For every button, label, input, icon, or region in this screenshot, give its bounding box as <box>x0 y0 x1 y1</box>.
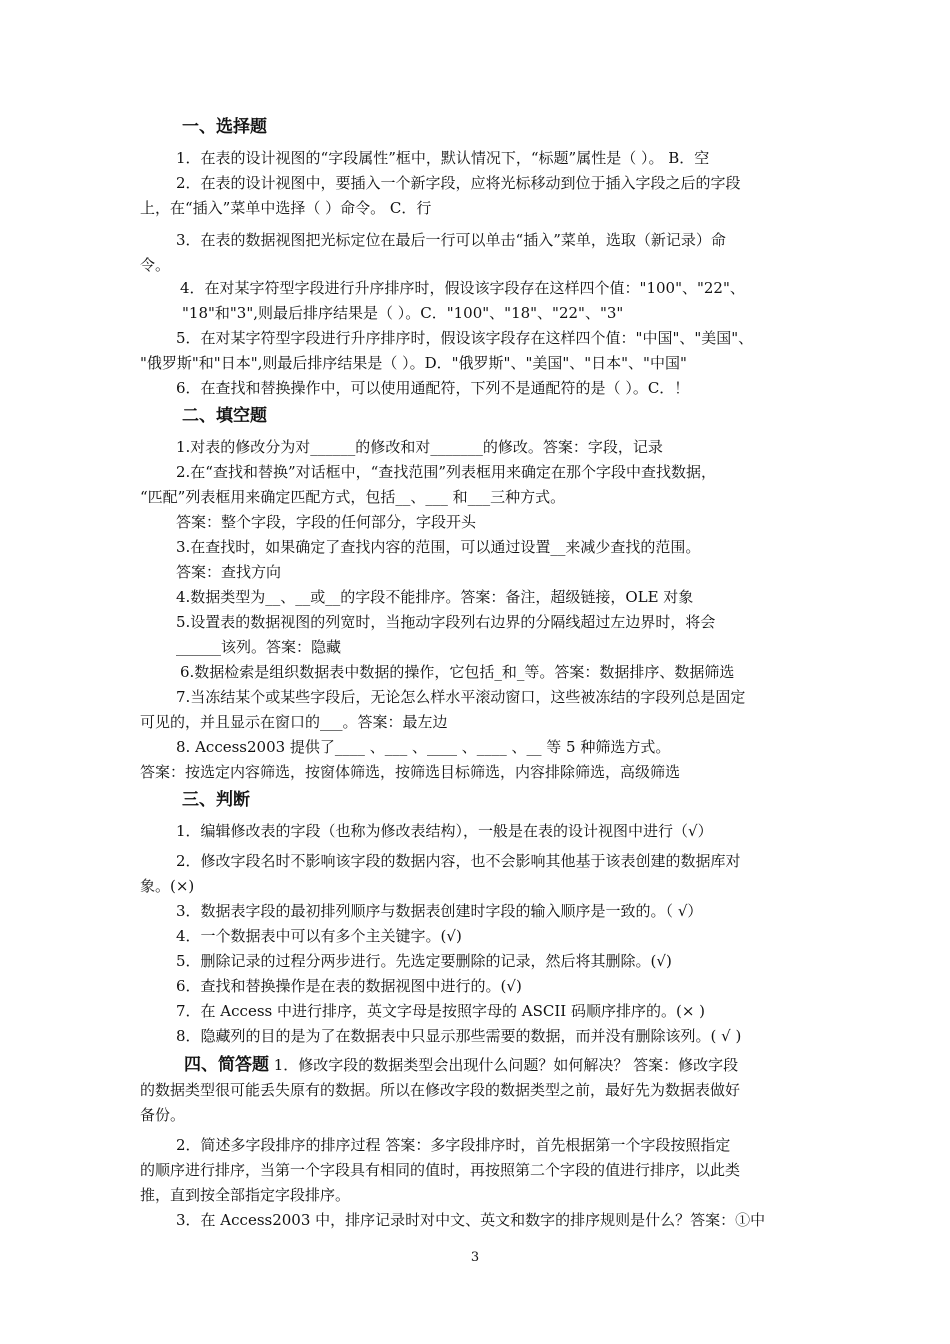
section-heading-short: 四、简答题 <box>184 1055 269 1075</box>
fill-line: 答案：整个字段，字段的任何部分，字段开头 <box>176 513 477 531</box>
fill-line: 1.对表的修改分为对______的修改和对_______的修改。答案：字段，记录 <box>176 438 663 456</box>
choice-line: 2．在表的设计视图中，要插入一个新字段，应将光标移动到位于插入字段之后的字段 <box>176 174 741 192</box>
fill-line: 2.在“查找和替换”对话框中，“查找范围”列表框用来确定在那个字段中查找数据， <box>176 463 716 481</box>
choice-line: 4．在对某字符型字段进行升序排序时，假设该字段存在这样四个值："100"、"22"、 <box>180 279 745 297</box>
judge-line: 8．隐藏列的目的是为了在数据表中只显示那些需要的数据，而并没有删除该列。( √ ) <box>176 1027 742 1045</box>
section-heading-judge: 三、判断 <box>182 790 250 810</box>
short-line: 的顺序进行排序，当第一个字段具有相同的值时，再按照第二个字段的值进行排序，以此类 <box>140 1161 741 1179</box>
judge-line: 4．一个数据表中可以有多个主关键字。(√) <box>176 927 462 945</box>
choice-line: "俄罗斯"和"日本",则最后排序结果是（ ）。D．"俄罗斯"、"美国"、"日本"、"中国" <box>140 354 687 372</box>
judge-line: 6．查找和替换操作是在表的数据视图中进行的。(√) <box>176 977 522 995</box>
fill-line: 8. Access2003 提供了____ 、___ 、____ 、____ 、__ 等 5 种筛选方式。 <box>176 738 671 756</box>
short-line: 的数据类型很可能丢失原有的数据。所以在修改字段的数据类型之前，最好先为数据表做好 <box>140 1081 741 1099</box>
short-line: 3．在 Access2003 中，排序记录时对中文、英文和数字的排序规则是什么？答案：①中 <box>176 1211 766 1229</box>
fill-line: 可见的，并且显示在窗口的___。答案：最左边 <box>140 713 448 731</box>
judge-line: 象。(×) <box>140 877 195 895</box>
fill-line: ______该列。答案：隐藏 <box>176 638 342 656</box>
short-line: 备份。 <box>140 1106 186 1124</box>
judge-line: 7．在 Access 中进行排序，英文字母是按照字母的 ASCII 码顺序排序的。(× ) <box>176 1002 706 1020</box>
judge-line: 1．编辑修改表的字段（也称为修改表结构），一般是在表的设计视图中进行（√） <box>176 822 713 840</box>
fill-line: 4.数据类型为__、__或__的字段不能排序。答案：备注，超级链接，OLE 对象 <box>176 588 694 606</box>
section-heading-choice: 一、选择题 <box>182 117 267 137</box>
judge-line: 3．数据表字段的最初排列顺序与数据表创建时字段的输入顺序是一致的。（ √） <box>176 902 703 920</box>
choice-line: 上，在“插入”菜单中选择（ ）命令。 C．行 <box>140 199 432 217</box>
choice-line: 令。 <box>140 256 171 274</box>
fill-line: “匹配”列表框用来确定匹配方式，包括__、___ 和___三种方式。 <box>140 488 566 506</box>
judge-line: 2．修改字段名时不影响该字段的数据内容，也不会影响其他基于该表创建的数据库对 <box>176 852 741 870</box>
choice-line: 3．在表的数据视图把光标定位在最后一行可以单击“插入”菜单，选取（新记录）命 <box>176 231 726 249</box>
fill-line: 7.当冻结某个或某些字段后，无论怎么样水平滚动窗口，这些被冻结的字段列总是固定 <box>176 688 746 706</box>
short-line: 2．简述多字段排序的排序过程 答案：多字段排序时，首先根据第一个字段按照指定 <box>176 1136 731 1154</box>
short-first-line <box>184 1053 854 1077</box>
short-question-1: 1．修改字段的数据类型会出现什么问题？如何解决？ 答案：修改字段 <box>269 1056 739 1074</box>
judge-line: 5．删除记录的过程分两步进行。先选定要删除的记录，然后将其删除。(√) <box>176 952 672 970</box>
page-number: 3 <box>470 1250 480 1265</box>
choice-line: "18"和"3",则最后排序结果是（ ）。C．"100"、"18"、"22"、"3" <box>182 304 624 322</box>
fill-line: 6.数据检索是组织数据表中数据的操作，它包括_和_等。答案：数据排序、数据筛选 <box>180 663 735 681</box>
fill-line: 5.设置表的数据视图的列宽时，当拖动字段列右边界的分隔线超过左边界时，将会 <box>176 613 716 631</box>
fill-line: 答案：按选定内容筛选，按窗体筛选，按筛选目标筛选，内容排除筛选，高级筛选 <box>140 763 681 781</box>
fill-line: 答案：查找方向 <box>176 563 282 581</box>
choice-line: 5．在对某字符型字段进行升序排序时，假设该字段存在这样四个值："中国"、"美国"、 <box>176 329 754 347</box>
fill-line: 3.在查找时，如果确定了查找内容的范围，可以通过设置__来减少查找的范围。 <box>176 538 701 556</box>
short-line: 推，直到按全部指定字段排序。 <box>140 1186 351 1204</box>
choice-line: 1．在表的设计视图的“字段属性”框中，默认情况下，“标题”属性是（ ）。 B．空 <box>176 149 710 167</box>
section-heading-fill: 二、填空题 <box>182 406 267 426</box>
choice-line: 6．在查找和替换操作中，可以使用通配符，下列不是通配符的是（ ）。C．！ <box>176 379 690 397</box>
